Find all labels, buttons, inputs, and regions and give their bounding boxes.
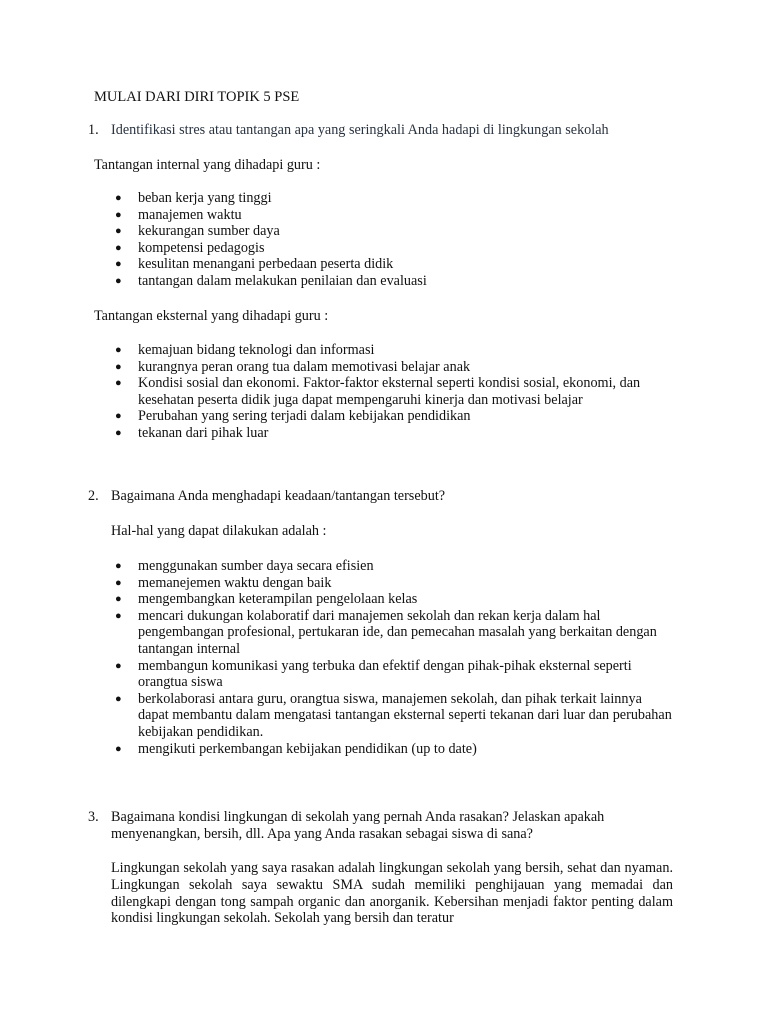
question-1	[88, 122, 688, 140]
list-item: ● mengembangkan keterampilan pengelolaan kelas	[115, 591, 418, 608]
list-item: ● kesulitan menangani perbedaan peserta didik	[115, 256, 394, 273]
internal-challenges-list	[114, 190, 674, 290]
list-item: ● berkolaborasi antara guru, orangtua siswa, manajemen sekolah, dan pihak terkait lainnya dapat membantu dalam mengatasi tantangan eksternal seperti tekanan dari luar dan perubahan kebijakan pendidikan.	[115, 690, 672, 740]
answer-paragraph: Lingkungan sekolah yang saya rasakan adalah lingkungan sekolah yang bersih, sehat dan nyaman. Lingkungan sekolah saya sewaktu SMA sudah memiliki penghijauan yang memadai dan dilengkapi dengan tong sampah organic dan anorganik. Kebersihan menjadi faktor penting dalam kondisi lingkungan sekolah. Sekolah yang bersih dan teratur	[111, 860, 673, 927]
internal-heading: Tantangan internal yang dihadapi guru :	[94, 157, 321, 173]
question-number: 3.	[88, 809, 99, 825]
question-text: Bagaimana kondisi lingkungan di sekolah yang pernah Anda rasakan? Jelaskan apakah menyenangkan, bersih, dll. Apa yang Anda rasakan sebagai siswa di sana?	[111, 809, 605, 842]
external-challenges-list	[114, 342, 674, 442]
list-item: ● mengikuti perkembangan kebijakan pendidikan (up to date)	[115, 740, 477, 757]
list-item: ● tantangan dalam melakukan penilaian dan evaluasi	[115, 272, 427, 289]
question-text: Identifikasi stres atau tantangan apa yang seringkali Anda hadapi di lingkungan sekolah	[111, 122, 609, 138]
list-item: ● Kondisi sosial dan ekonomi. Faktor-faktor eksternal seperti kondisi sosial, ekonomi, dan kesehatan peserta didik juga dapat mempengaruhi kinerja dan motivasi belajar	[115, 375, 641, 408]
list-item: ● kemajuan bidang teknologi dan informasi	[115, 342, 375, 358]
list-item: ● mencari dukungan kolaboratif dari manajemen sekolah dan rekan kerja dalam hal pengembangan profesional, pertukaran ide, dan pemecahan masalah yang berkaitan dengan tantangan internal	[115, 607, 657, 657]
list-item: ● tekanan dari pihak luar	[115, 424, 269, 441]
question-number: 2.	[88, 488, 99, 504]
document-title: MULAI DARI DIRI TOPIK 5 PSE	[94, 89, 300, 105]
list-item: ● kurangnya peran orang tua dalam memotivasi belajar anak	[115, 358, 471, 375]
list-item: ● manajemen waktu	[115, 206, 242, 223]
strategies-list	[114, 558, 674, 757]
question-text: Bagaimana Anda menghadapi keadaan/tantangan tersebut?	[111, 488, 446, 504]
question-2	[88, 488, 688, 506]
list-item: ● Perubahan yang sering terjadi dalam kebijakan pendidikan	[115, 408, 471, 425]
strategies-heading: Hal-hal yang dapat dilakukan adalah :	[111, 523, 327, 539]
list-item: ● kompetensi pedagogis	[115, 239, 265, 256]
list-item: ● beban kerja yang tinggi	[115, 190, 272, 206]
list-item: ● kekurangan sumber daya	[115, 223, 280, 240]
list-item: ● menggunakan sumber daya secara efisien	[115, 558, 374, 574]
list-item: ● membangun komunikasi yang terbuka dan efektif dengan pihak-pihak eksternal seperti orangtua siswa	[115, 657, 632, 691]
list-item: ● memanejemen waktu dengan baik	[115, 574, 332, 591]
external-heading: Tantangan eksternal yang dihadapi guru :	[94, 308, 329, 324]
question-number: 1.	[88, 122, 99, 138]
question-3	[88, 809, 688, 845]
